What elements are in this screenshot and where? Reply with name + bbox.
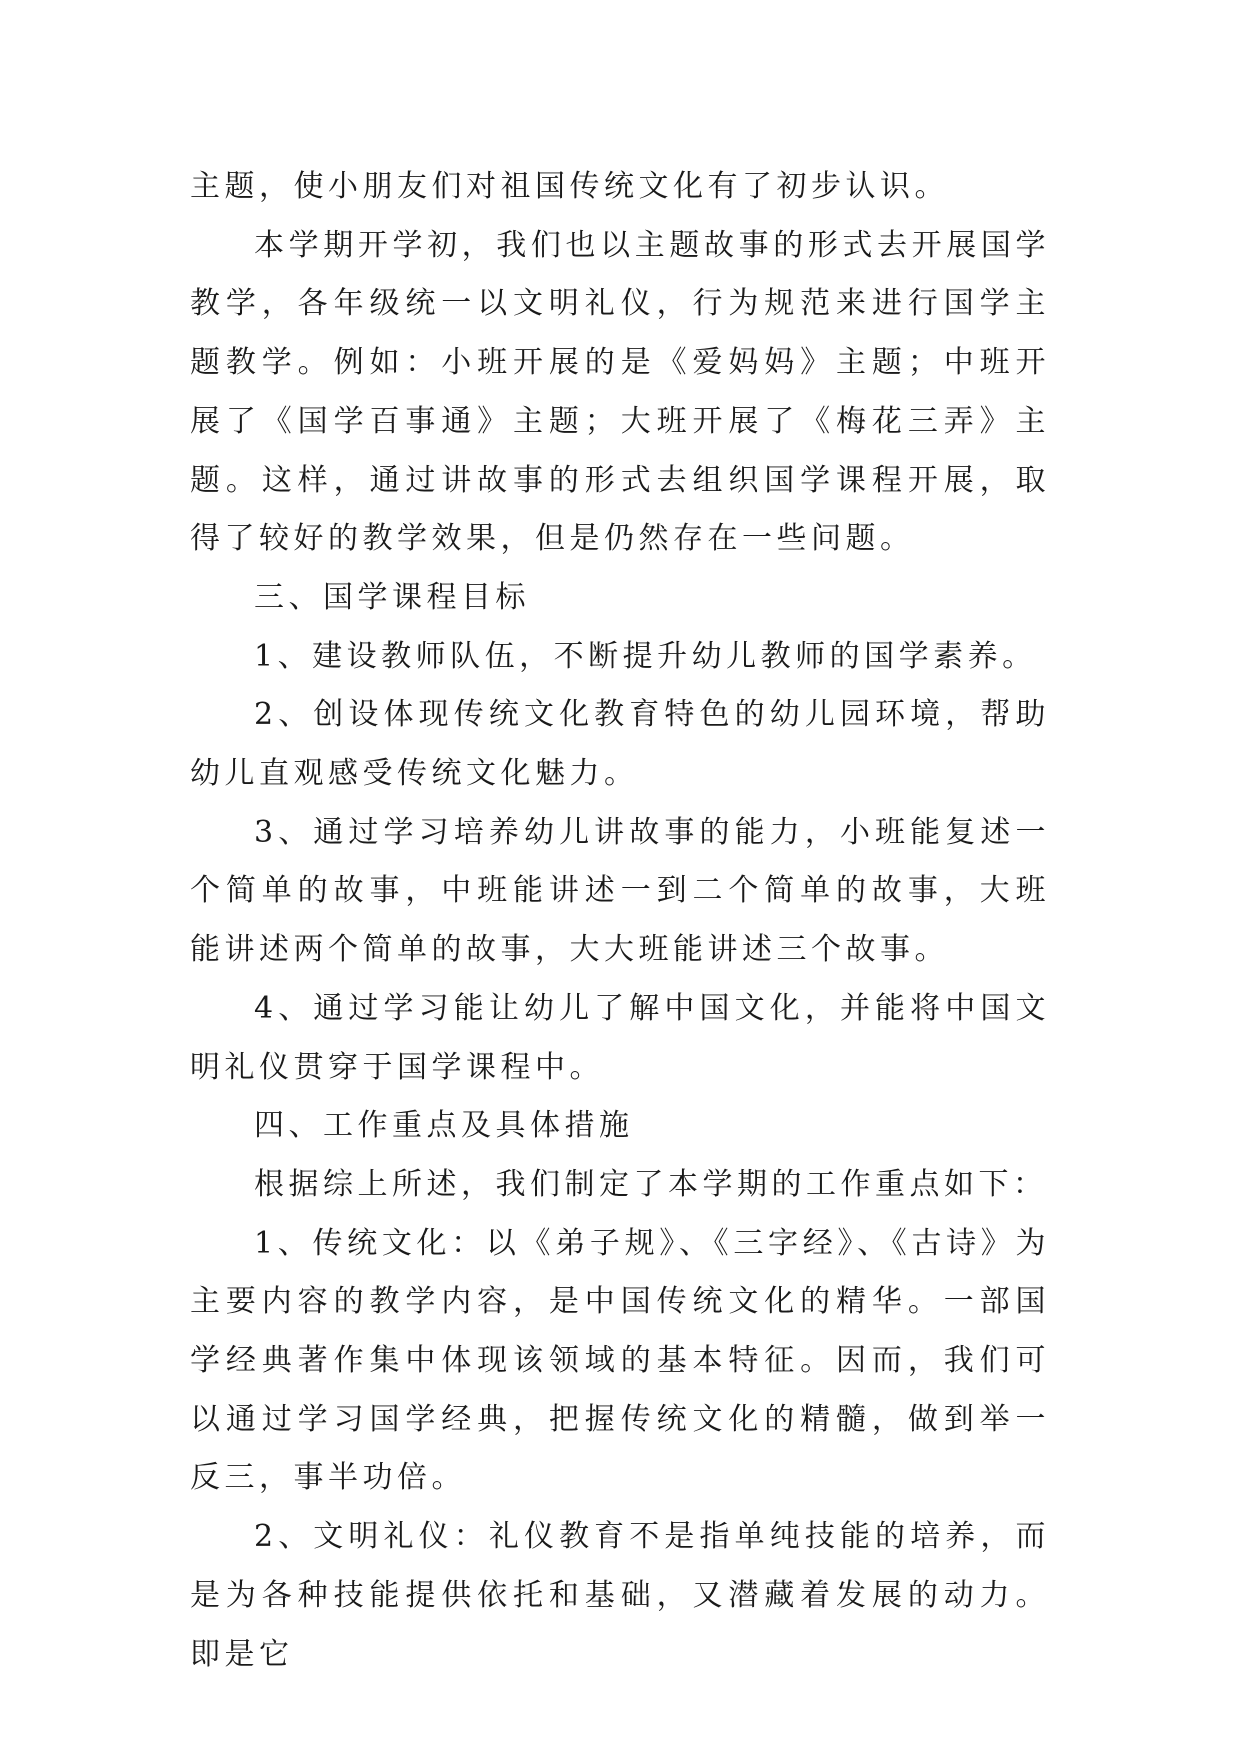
paragraph-work-focus-intro: 根据综上所述，我们制定了本学期的工作重点如下：: [254, 1166, 1048, 1202]
paragraph-semester-intro: 本学期开学初，我们也以主题故事的形式去开展国学教学，各年级统一以文明礼仪，行为规范来进行国学主题教学。例如：小班开展的是《爱妈妈》主题；中班开展了《国学百事通》主题；大班开展了《梅花三弄》主题。这样，通过讲故事的形式去组织国学课程开展，取得了较好的教学效果，但是仍然存在一些问题。: [190, 227, 1050, 557]
section-heading-work-focus: 四、工作重点及具体措施: [254, 1108, 634, 1144]
goal-item-4: 4、通过学习能让幼儿了解中国文化，并能将中国文明礼仪贯穿于国学课程中。: [190, 990, 1050, 1085]
document-body: [190, 158, 1050, 1684]
goal-item-3: 3、通过学习培养幼儿讲故事的能力，小班能复述一个简单的故事，中班能讲述一到二个简单的故事，大班能讲述两个简单的故事，大大班能讲述三个故事。: [190, 814, 1050, 968]
paragraph-continuation: 主题，使小朋友们对祖国传统文化有了初步认识。: [190, 169, 949, 204]
focus-item-2: 2、文明礼仪：礼仪教育不是指单纯技能的培养，而是为各种技能提供依托和基础，又潜藏着发展的动力。即是它: [190, 1519, 1050, 1672]
focus-item-1: 1、传统文化：以《弟子规》、《三字经》、《古诗》为主要内容的教学内容，是中国传统文化的精华。一部国学经典著作集中体现该领域的基本特征。因而，我们可以通过学习国学经典，把握传统文化的精髓，做到举一反三，事半功倍。: [190, 1225, 1050, 1496]
section-heading-curriculum-goals: 三、国学课程目标: [254, 579, 530, 615]
goal-item-2: 2、创设体现传统文化教育特色的幼儿园环境，帮助幼儿直观感受传统文化魅力。: [190, 697, 1050, 792]
goal-item-1: 1、建设教师队伍，不断提升幼儿教师的国学素养。: [254, 638, 1037, 674]
